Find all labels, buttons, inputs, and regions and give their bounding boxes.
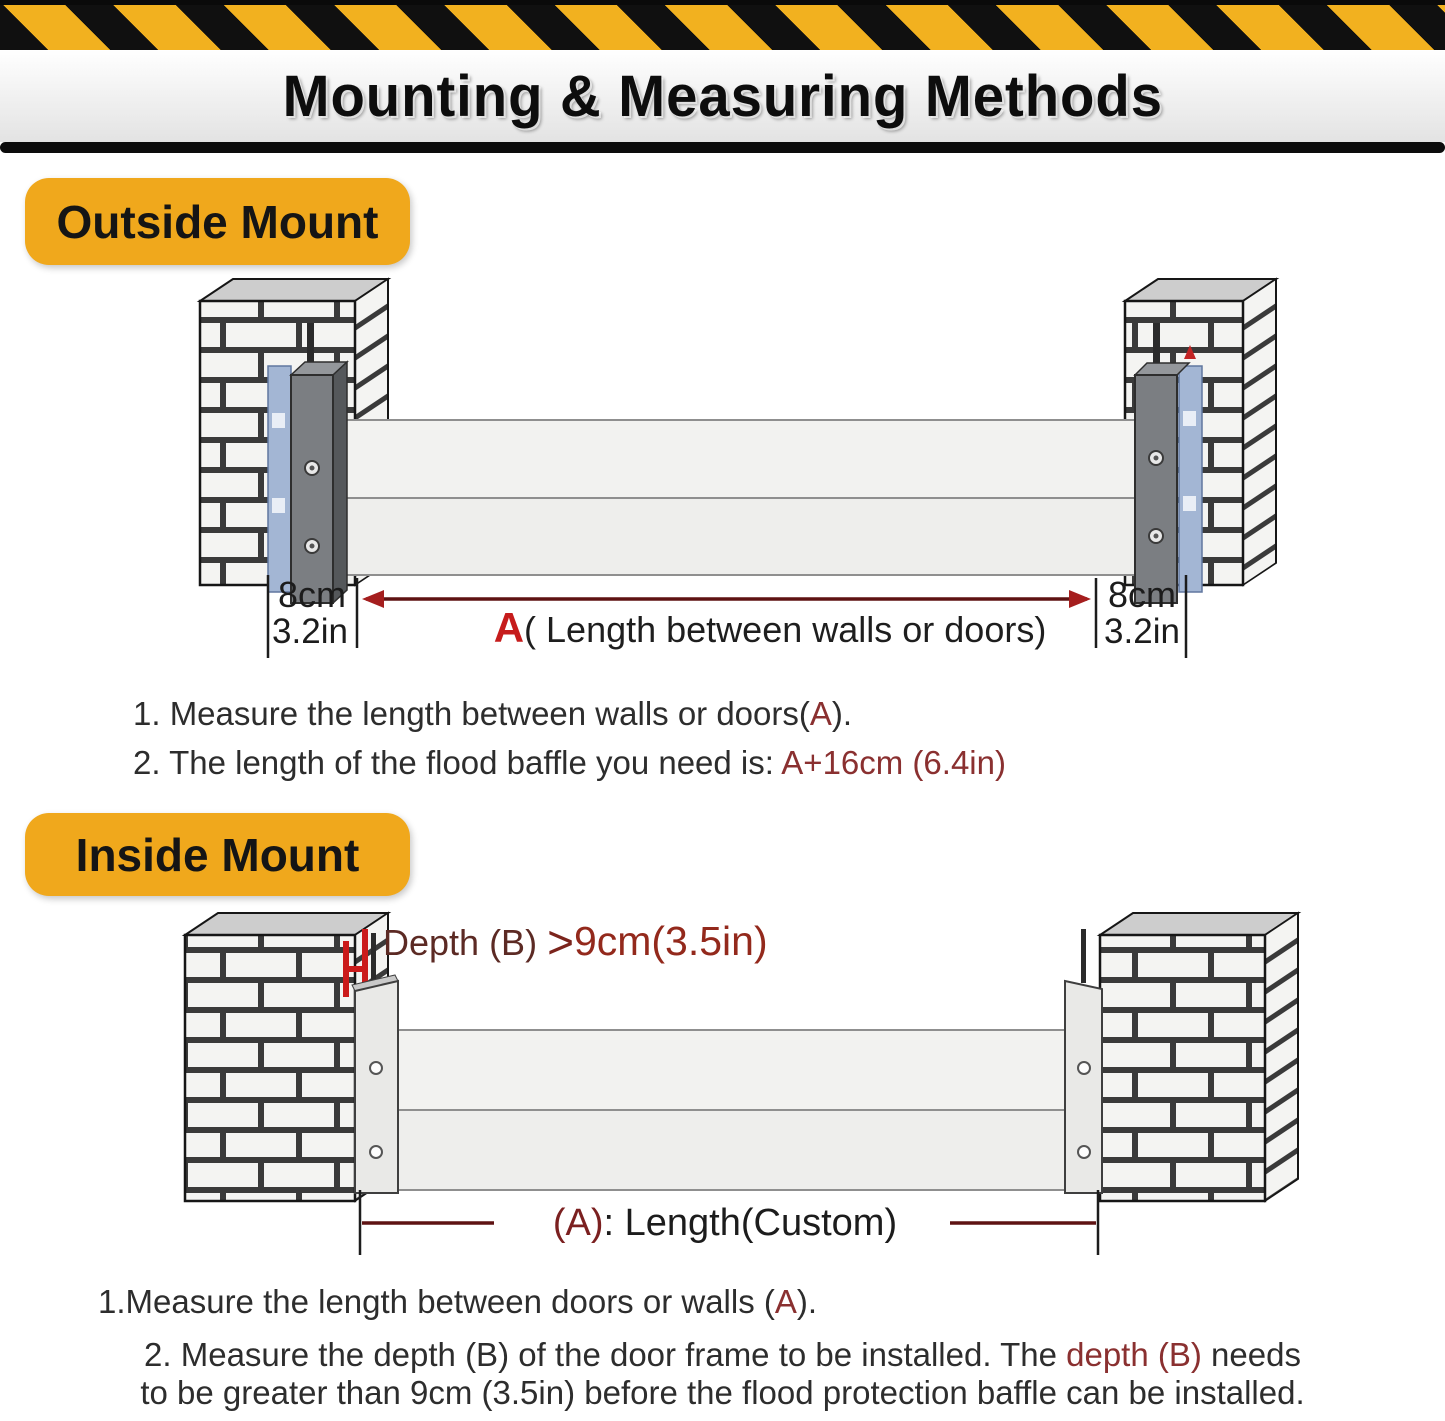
inside-mount-label (25, 813, 410, 896)
outside-instruction-2 (133, 744, 1006, 782)
length-a-rest: ( Length between walls or doors) (524, 609, 1047, 650)
channel-bracket-left (352, 975, 398, 1193)
arrowhead-left-icon (362, 590, 384, 608)
anchor-rod-left (371, 933, 376, 985)
gap-left-in: 3.2in (272, 612, 348, 651)
inside-instr2-suffix: needs (1201, 1336, 1301, 1373)
gap-left-cm: 8cm (277, 574, 346, 615)
inside-instr2-line2-text: to be greater than 9cm (3.5in) before the flood protection baffle can be installed. (140, 1374, 1305, 1411)
gap-right-cm: 8cm (1107, 574, 1176, 615)
inside-instr2-red: depth (B) (1066, 1336, 1202, 1373)
page-title: Mounting & Measuring Methods (282, 63, 1163, 129)
depth-requirement-label (383, 915, 768, 969)
outside-instr2-red: A+16cm (6.4in) (781, 744, 1006, 781)
outside-instr1-red: A (809, 695, 832, 732)
flood-barrier-panels (396, 1030, 1067, 1190)
depth-label-prefix: Depth (B) (383, 922, 548, 963)
seal-strip-left (268, 366, 291, 592)
gap-right-in: 3.2in (1104, 612, 1180, 651)
outside-mount-label (25, 178, 410, 265)
channel-bracket-right (1065, 981, 1102, 1193)
flood-barrier-panels (322, 420, 1145, 575)
length-between-walls-label (470, 604, 1070, 652)
banner-divider (0, 142, 1445, 153)
custom-length-label (480, 1202, 970, 1245)
inside-instr2-prefix: 2. Measure the depth (B) of the door frame to be installed. The (144, 1336, 1067, 1373)
inside-mount-label-text: Inside Mount (75, 828, 360, 881)
custom-length-a: (A) (552, 1202, 604, 1244)
outside-instr2-prefix: 2. The length of the flood baffle you need is: (133, 744, 782, 781)
inside-instr1-suffix: ). (796, 1283, 818, 1320)
inside-instruction-2-line2 (0, 1374, 1445, 1412)
inside-instruction-2-line1 (0, 1336, 1445, 1374)
arrowhead-right-icon (1069, 590, 1091, 608)
outside-instruction-1 (133, 695, 852, 733)
outside-mount-label-text: Outside Mount (56, 195, 379, 248)
mounting-bracket-left (291, 362, 347, 603)
custom-length-rest: : Length(Custom) (603, 1202, 898, 1244)
length-a-letter: A (493, 604, 525, 651)
inside-instr1-red: A (774, 1283, 797, 1320)
inside-instruction-1 (98, 1283, 817, 1321)
seal-strip-right (1179, 366, 1202, 592)
inside-instr1-prefix: 1.Measure the length between doors or walls ( (98, 1283, 775, 1320)
anchor-rod-right (1081, 929, 1086, 983)
outside-instr1-suffix: ). (831, 695, 853, 732)
caution-stripes (0, 0, 1445, 50)
outside-instr1-prefix: 1. Measure the length between walls or doors( (133, 695, 810, 732)
depth-label-value: 9cm(3.5in) (573, 918, 768, 964)
brick-pillar-right (1100, 913, 1298, 1201)
greater-than-sign: > (547, 916, 574, 968)
title-area (0, 50, 1445, 142)
